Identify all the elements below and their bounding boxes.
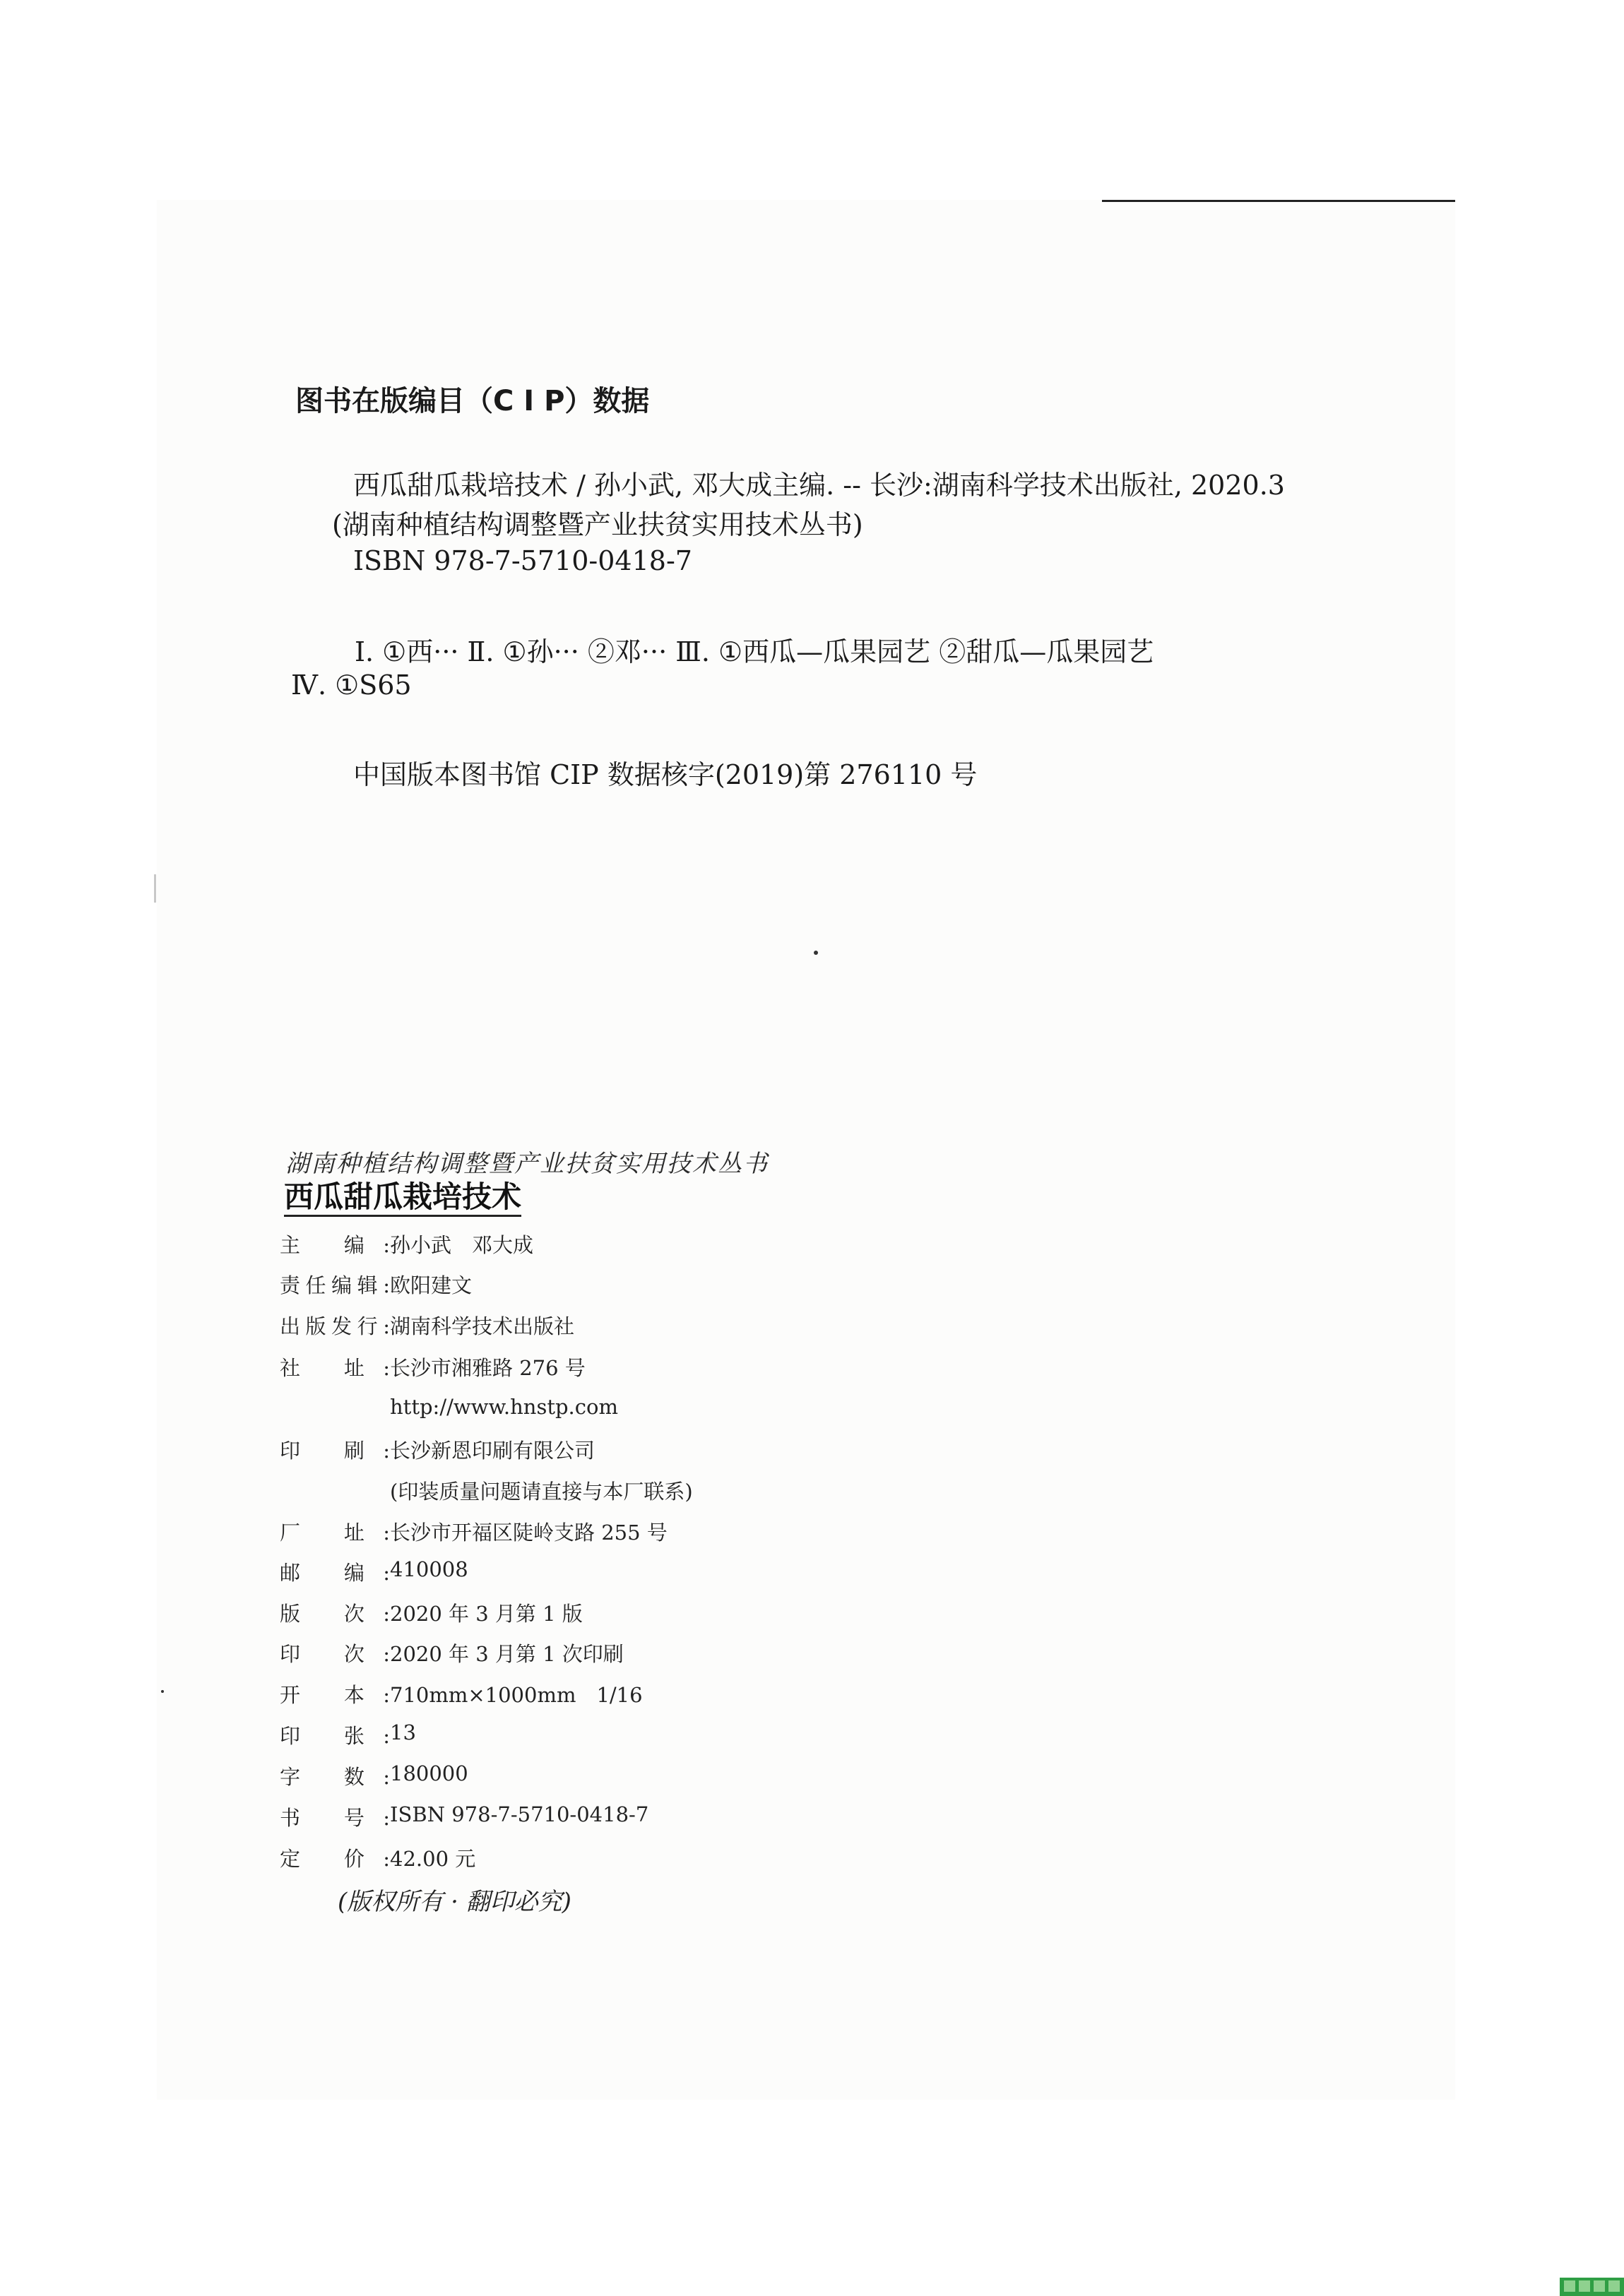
- row-value: 欧阳建文: [390, 1273, 473, 1297]
- watermark-glyph-icon: [1594, 2280, 1605, 2292]
- row-label: 邮 编:: [280, 1561, 390, 1585]
- publisher-website: http://www.hnstp.com: [390, 1395, 618, 1419]
- colophon-row-format: [280, 1679, 643, 1708]
- row-label: 定 价:: [280, 1847, 390, 1871]
- printer-note: (印装质量问题请直接与本厂联系): [390, 1480, 693, 1504]
- colophon-row-publisher-address: [280, 1352, 586, 1381]
- row-value: 410008: [390, 1557, 468, 1581]
- colophon-row-publisher: [280, 1311, 574, 1339]
- colophon-row-edition: [280, 1598, 583, 1626]
- cip-record-number: 中国版本图书馆 CIP 数据核字(2019)第 276110 号: [353, 759, 978, 790]
- row-label: 印 刷:: [280, 1439, 390, 1463]
- watermark-glyph-icon: [1579, 2280, 1590, 2292]
- cip-heading: 图书在版编目（C I P）数据: [295, 385, 650, 417]
- cip-classification-cont: Ⅳ. ①S65: [291, 670, 412, 701]
- row-label: 出版发行:: [280, 1314, 390, 1338]
- colophon-row-website: [390, 1395, 618, 1423]
- colophon-row-printer-note: [390, 1476, 693, 1504]
- colophon-row-postcode: [280, 1557, 468, 1586]
- colophon-row-responsible-editor: [280, 1270, 472, 1298]
- scan-speck: [814, 951, 818, 955]
- row-value: 长沙市开福区陡岭支路 255 号: [390, 1521, 668, 1545]
- row-value: 长沙市湘雅路 276 号: [390, 1356, 586, 1380]
- row-label: 厂 址:: [280, 1521, 390, 1545]
- row-label: 字 数:: [280, 1765, 390, 1789]
- colophon-row-printer: [280, 1435, 595, 1463]
- top-rule: [1102, 200, 1455, 202]
- colophon-row-word-count: [280, 1761, 468, 1790]
- row-value: 710mm×1000mm 1/16: [390, 1683, 643, 1707]
- colophon-row-isbn: [280, 1802, 648, 1831]
- row-label: 责任编辑:: [280, 1273, 390, 1297]
- row-value: 13: [390, 1720, 416, 1744]
- row-label: 版 次:: [280, 1602, 390, 1626]
- row-value: ISBN 978-7-5710-0418-7: [390, 1802, 649, 1826]
- series-title: 湖南种植结构调整暨产业扶贫实用技术丛书: [285, 1150, 769, 1178]
- row-value: 180000: [390, 1761, 468, 1785]
- colophon-row-sheets: [280, 1720, 416, 1749]
- row-label: 印 次:: [280, 1642, 390, 1666]
- row-value: 长沙新恩印刷有限公司: [390, 1439, 595, 1463]
- cip-isbn: ISBN 978-7-5710-0418-7: [353, 545, 692, 576]
- cip-classification: Ⅰ. ①西··· Ⅱ. ①孙··· ②邓··· Ⅲ. ①西瓜—瓜果园艺 ②甜瓜—瓜果园艺: [355, 636, 1154, 667]
- colophon-row-price: [280, 1843, 475, 1872]
- colophon-row-factory-address: [280, 1517, 668, 1545]
- row-value: 2020 年 3 月第 1 次印刷: [390, 1642, 624, 1666]
- row-value: 孙小武 邓大成: [390, 1233, 534, 1257]
- watermark-logo: [1560, 2278, 1624, 2296]
- cip-book-entry: 西瓜甜瓜栽培技术 / 孙小武, 邓大成主编. -- 长沙:湖南科学技术出版社, 2020.3: [353, 470, 1285, 501]
- row-label: 社 址:: [280, 1356, 390, 1380]
- row-value: 湖南科学技术出版社: [390, 1314, 575, 1338]
- row-label: 印 张:: [280, 1724, 390, 1748]
- watermark-glyph-icon: [1608, 2280, 1620, 2292]
- copyright-notice: (版权所有 · 翻印必究): [338, 1888, 571, 1916]
- colophon-row-chief-editor: [280, 1230, 533, 1258]
- scan-speck: [161, 1690, 164, 1693]
- row-value: 2020 年 3 月第 1 版: [390, 1602, 583, 1626]
- book-title: 西瓜甜瓜栽培技术: [284, 1181, 521, 1217]
- scan-mark: [154, 874, 156, 903]
- row-label: 主 编:: [280, 1233, 390, 1257]
- cip-series: (湖南种植结构调整暨产业扶贫实用技术丛书): [332, 509, 863, 540]
- colophon-row-printing: [280, 1638, 624, 1667]
- row-label: 开 本:: [280, 1683, 390, 1707]
- watermark-glyph-icon: [1564, 2280, 1575, 2292]
- row-label: 书 号:: [280, 1806, 390, 1830]
- row-value: 42.00 元: [390, 1847, 476, 1871]
